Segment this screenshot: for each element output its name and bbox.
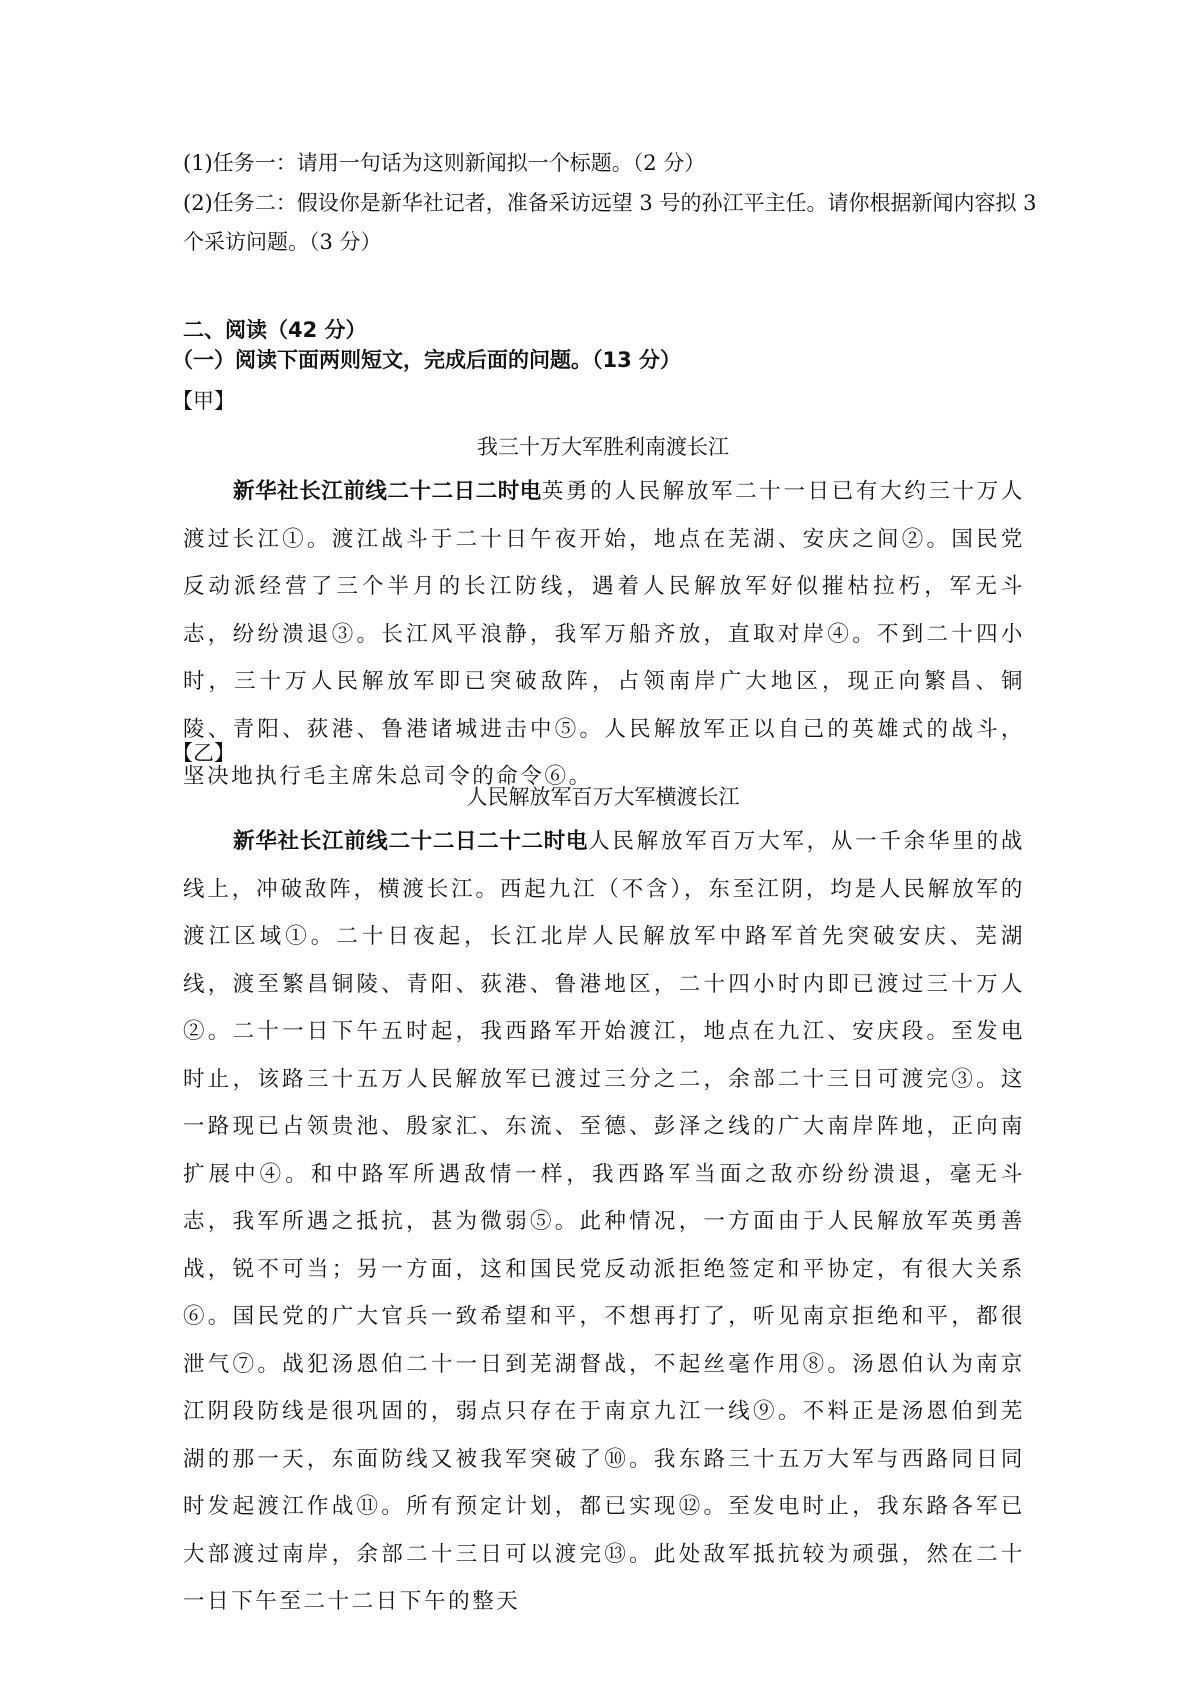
article-b-body: 人民解放军百万大军，从一千余华里的战线上，冲破敌阵，横渡长江。西起九江（不含），东至江阴，均是人民解放军的渡江区域①。二十日夜起，长江北岸人民解放军中路军首先突破安庆、芜湖线，渡至繁昌铜陵、青阳、荻港、鲁港地区，二十四小时内即已渡过三十万人②。二十一日下午五时起，我西路军开始渡江，地点在九江、安庆段。至发电时止，该路三十五万人民解放军已渡过三分之二，余部二十三日可渡完③。这一路现已占领贵池、殷家汇、东流、至德、彭泽之线的广大南岸阵地，正向南扩展中④。和中路军所遇敌情一样，我西路军当面之敌亦纷纷溃退，毫无斗志，我军所遇之抵抗，甚为微弱⑤。此种情况，一方面由于人民解放军英勇善战，锐不可当；另一方面，这和国民党反动派拒绝签定和平协定，有很大关系⑥。国民党的广大官兵一致希望和平，不想再打了，听见南京拒绝和平，都很泄气⑦。战犯汤恩伯二十一日到芜湖督战，不起丝毫作用⑧。汤恩伯认为南京江阴段防线是很巩固的，弱点只存在于南京九江一线⑨。不料正是汤恩伯到芜湖的那一天，东面防线又被我军突破了⑩。我东路三十五万大军与西路同日同时发起渡江作战⑪。所有预定计划，都已实现⑫。至发电时止，我东路各军已大部渡过南岸，余部二十三日可以渡完⑬。此处敌军抵抗较为顽强，然在二十一日下午至二十二日下午的整天 [183, 829, 1025, 1614]
article-b-tag: 【乙】 [172, 741, 235, 765]
article-b-title: 人民解放军百万大军横渡长江 [466, 785, 740, 809]
article-b-dateline: 新华社长江前线二十二日二十二时电 [233, 829, 589, 854]
task-two-line-1: (2)任务二：假设你是新华社记者，准备采访远望 3 号的孙江平主任。请你根据新闻内容拟 3 [183, 191, 1037, 215]
article-a-tag: 【甲】 [172, 389, 235, 413]
article-a-title: 我三十万大军胜利南渡长江 [477, 435, 729, 459]
section-heading: 二、阅读（42 分） [183, 318, 367, 342]
section-sub-heading: （一）阅读下面两则短文，完成后面的问题。（13 分） [172, 348, 682, 372]
task-two-line-2: 个采访问题。（3 分） [183, 230, 382, 254]
task-one: (1)任务一：请用一句话为这则新闻拟一个标题。（2 分） [183, 151, 706, 175]
article-a-body: 英勇的人民解放军二十一日已有大约三十万人渡过长江①。渡江战斗于二十日午夜开始，地点在芜湖、安庆之间②。国民党反动派经营了三个半月的长江防线，遇着人民解放军好似摧枯拉朽，军无斗志，纷纷溃退③。长江风平浪静，我军万船齐放，直取对岸④。不到二十四小时，三十万人民解放军即已突破敌阵，占领南岸广大地区，现正向繁昌、铜陵、青阳、荻港、鲁港诸城进击中⑤。人民解放军正以自己的英雄式的战斗，坚决地执行毛主席朱总司令的命令⑥。 [183, 479, 1025, 789]
article-b-paragraph [183, 818, 1025, 1626]
article-a-dateline: 新华社长江前线二十二日二时电 [233, 479, 542, 504]
